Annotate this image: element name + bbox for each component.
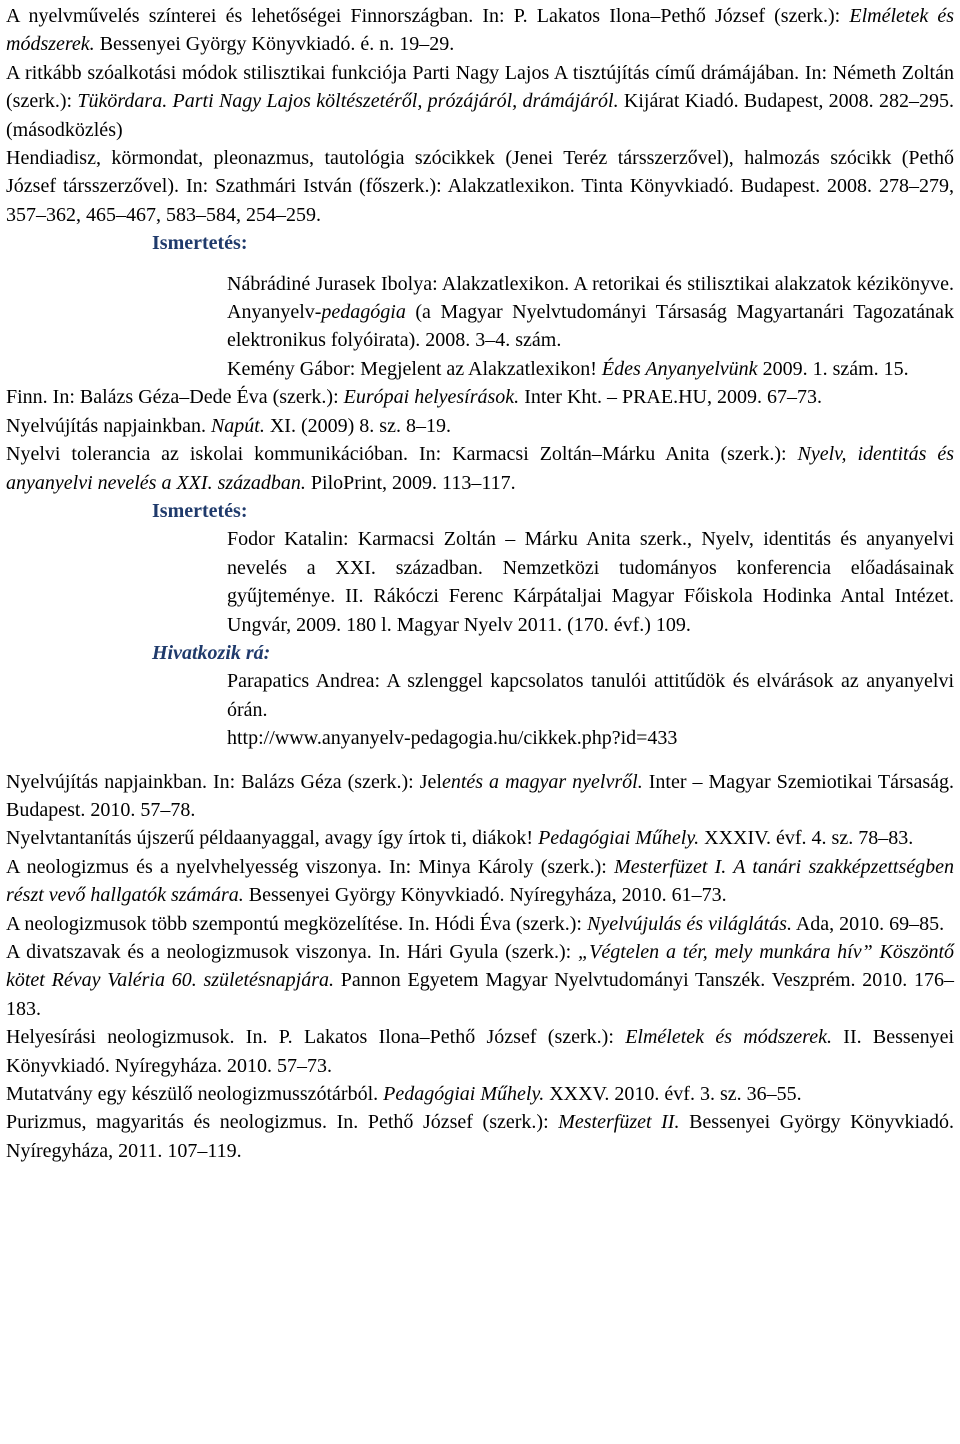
bibliography-entry: Purizmus, magyaritás és neologizmus. In. Pethő József (szerk.): Mesterfüzet II. Bessenyei György Könyvkiadó. Nyíregyháza, 2011. 107–119. — [6, 1111, 954, 1162]
bibliography-entry: A divatszavak és a neologizmusok viszonya. In. Hári Gyula (szerk.): „Végtelen a tér, mely munkára hív” Köszöntő kötet Révay Valéria 60. születésnapjára. Pannon Egyetem Magyar Nyelvtudományi Tanszék. Veszprém. 2010. 176–183. — [6, 941, 955, 1020]
bibliography-entry: A neologizmus és a nyelvhelyesség viszonya. In: Minya Károly (szerk.): Mesterfüzet I. A tanári szakképzettségben részt vevő hallgatók számára. Bessenyei György Könyvkiadó. Nyíregyháza, 2010. 61–73. — [6, 855, 954, 907]
review-label: Ismertetés: — [152, 232, 248, 255]
bibliography-entry: Nyelvújítás napjainkban. Napút. XI. (2009) 8. sz. 8–19. — [6, 414, 451, 437]
citation-entry: Parapatics Andrea: A szlenggel kapcsolatos tanulói attitűdök és elvárások az anyanyelvi órán. — [227, 670, 954, 721]
review-entry: Kemény Gábor: Megjelent az Alakzatlexikon! Édes Anyanyelvünk 2009. 1. szám. 15. — [227, 357, 909, 380]
bibliography-entry: Nyelvtantanítás újszerű példaanyaggal, avagy így írtok ti, diákok! Pedagógiai Műhely. XXXIV. évf. 4. sz. 78–83. — [6, 827, 914, 850]
bibliography-entry: Nyelvi tolerancia az iskolai kommunikációban. In: Karmacsi Zoltán–Márku Anita (szerk.): Nyelv, identitás és anyanyelvi nevelés a XXI. században. PiloPrint, 2009. 113–117. — [6, 443, 954, 494]
bibliography-entry: Hendiadisz, körmondat, pleonazmus, tautológia szócikkek (Jenei Teréz társszerzővel), halmozás szócikk (Pethő József társszerzővel). In: Szathmári István (főszerk.): Alakzatlexikon. Tinta Könyvkiadó. Budapest. 2008. 278–279, 357–362, 465–467, 583–584, 254–259. — [6, 147, 954, 226]
bibliography-entry: Finn. In: Balázs Géza–Dede Éva (szerk.): Európai helyesírások. Inter Kht. – PRAE.HU, 2009. 67–73. — [6, 386, 822, 409]
citation-label: Hivatkozik rá: — [152, 641, 271, 664]
review-label: Ismertetés: — [152, 499, 248, 522]
bibliography-entry: Nyelvújítás napjainkban. In: Balázs Géza (szerk.): Jelentés a magyar nyelvről. Inter – Magyar Szemiotikai Társaság. Budapest. 2010. 57–78. — [6, 770, 954, 821]
citation-url: http://www.anyanyelv-pedagogia.hu/cikkek.php?id=433 — [227, 727, 678, 750]
review-entry: Fodor Katalin: Karmacsi Zoltán – Márku Anita szerk., Nyelv, identitás és anyanyelvi nevelés a XXI. században. Nemzetközi tudományos konferencia előadásainak gyűjteménye. II. Rákóczi Ferenc Kárpátaljai Magyar Főiskola Hodinka Antal Intézet. Ungvár, 2009. 180 l. Magyar Nyelv 2011. (170. évf.) 109. — [227, 528, 954, 636]
bibliography-entry: Mutatvány egy készülő neologizmusszótárból. Pedagógiai Műhely. XXXV. 2010. évf. 3. sz. 36–55. — [6, 1083, 802, 1106]
bibliography-entry: A ritkább szóalkotási módok stilisztikai funkciója Parti Nagy Lajos A tisztújítás című drámájában. In: Németh Zoltán (szerk.): Tükördara. Parti Nagy Lajos költészetéről, prózájáról, drámájáról. Kijárat Kiadó. Budapest, 2008. 282–295. (másodközlés) — [6, 61, 954, 141]
bibliography-entry: A neologizmusok több szempontú megközelítése. In. Hódi Éva (szerk.): Nyelvújulás és világlátás. Ada, 2010. 69–85. — [6, 912, 945, 935]
review-entry: Nábrádiné Jurasek Ibolya: Alakzatlexikon. A retorikai és stilisztikai alakzatok kézikönyve. Anyanyelv-pedagógia (a Magyar Nyelvtudományi Társaság Magyartanári Tagozatának elektronikus folyóirata). 2008. 3–4. szám. — [227, 272, 954, 352]
bibliography-entry: Helyesírási neologizmusok. In. P. Lakatos Ilona–Pethő József (szerk.): Elméletek és módszerek. II. Bessenyei Könyvkiadó. Nyíregyháza. 2010. 57–73. — [6, 1026, 955, 1077]
bibliography-page — [6, 2, 954, 1165]
bibliography-entry: A nyelvművelés színterei és lehetőségei Finnországban. In: P. Lakatos Ilona–Pethő József (szerk.): Elméletek és módszerek. Bessenyei György Könyvkiadó. é. n. 19–29. — [6, 5, 954, 56]
